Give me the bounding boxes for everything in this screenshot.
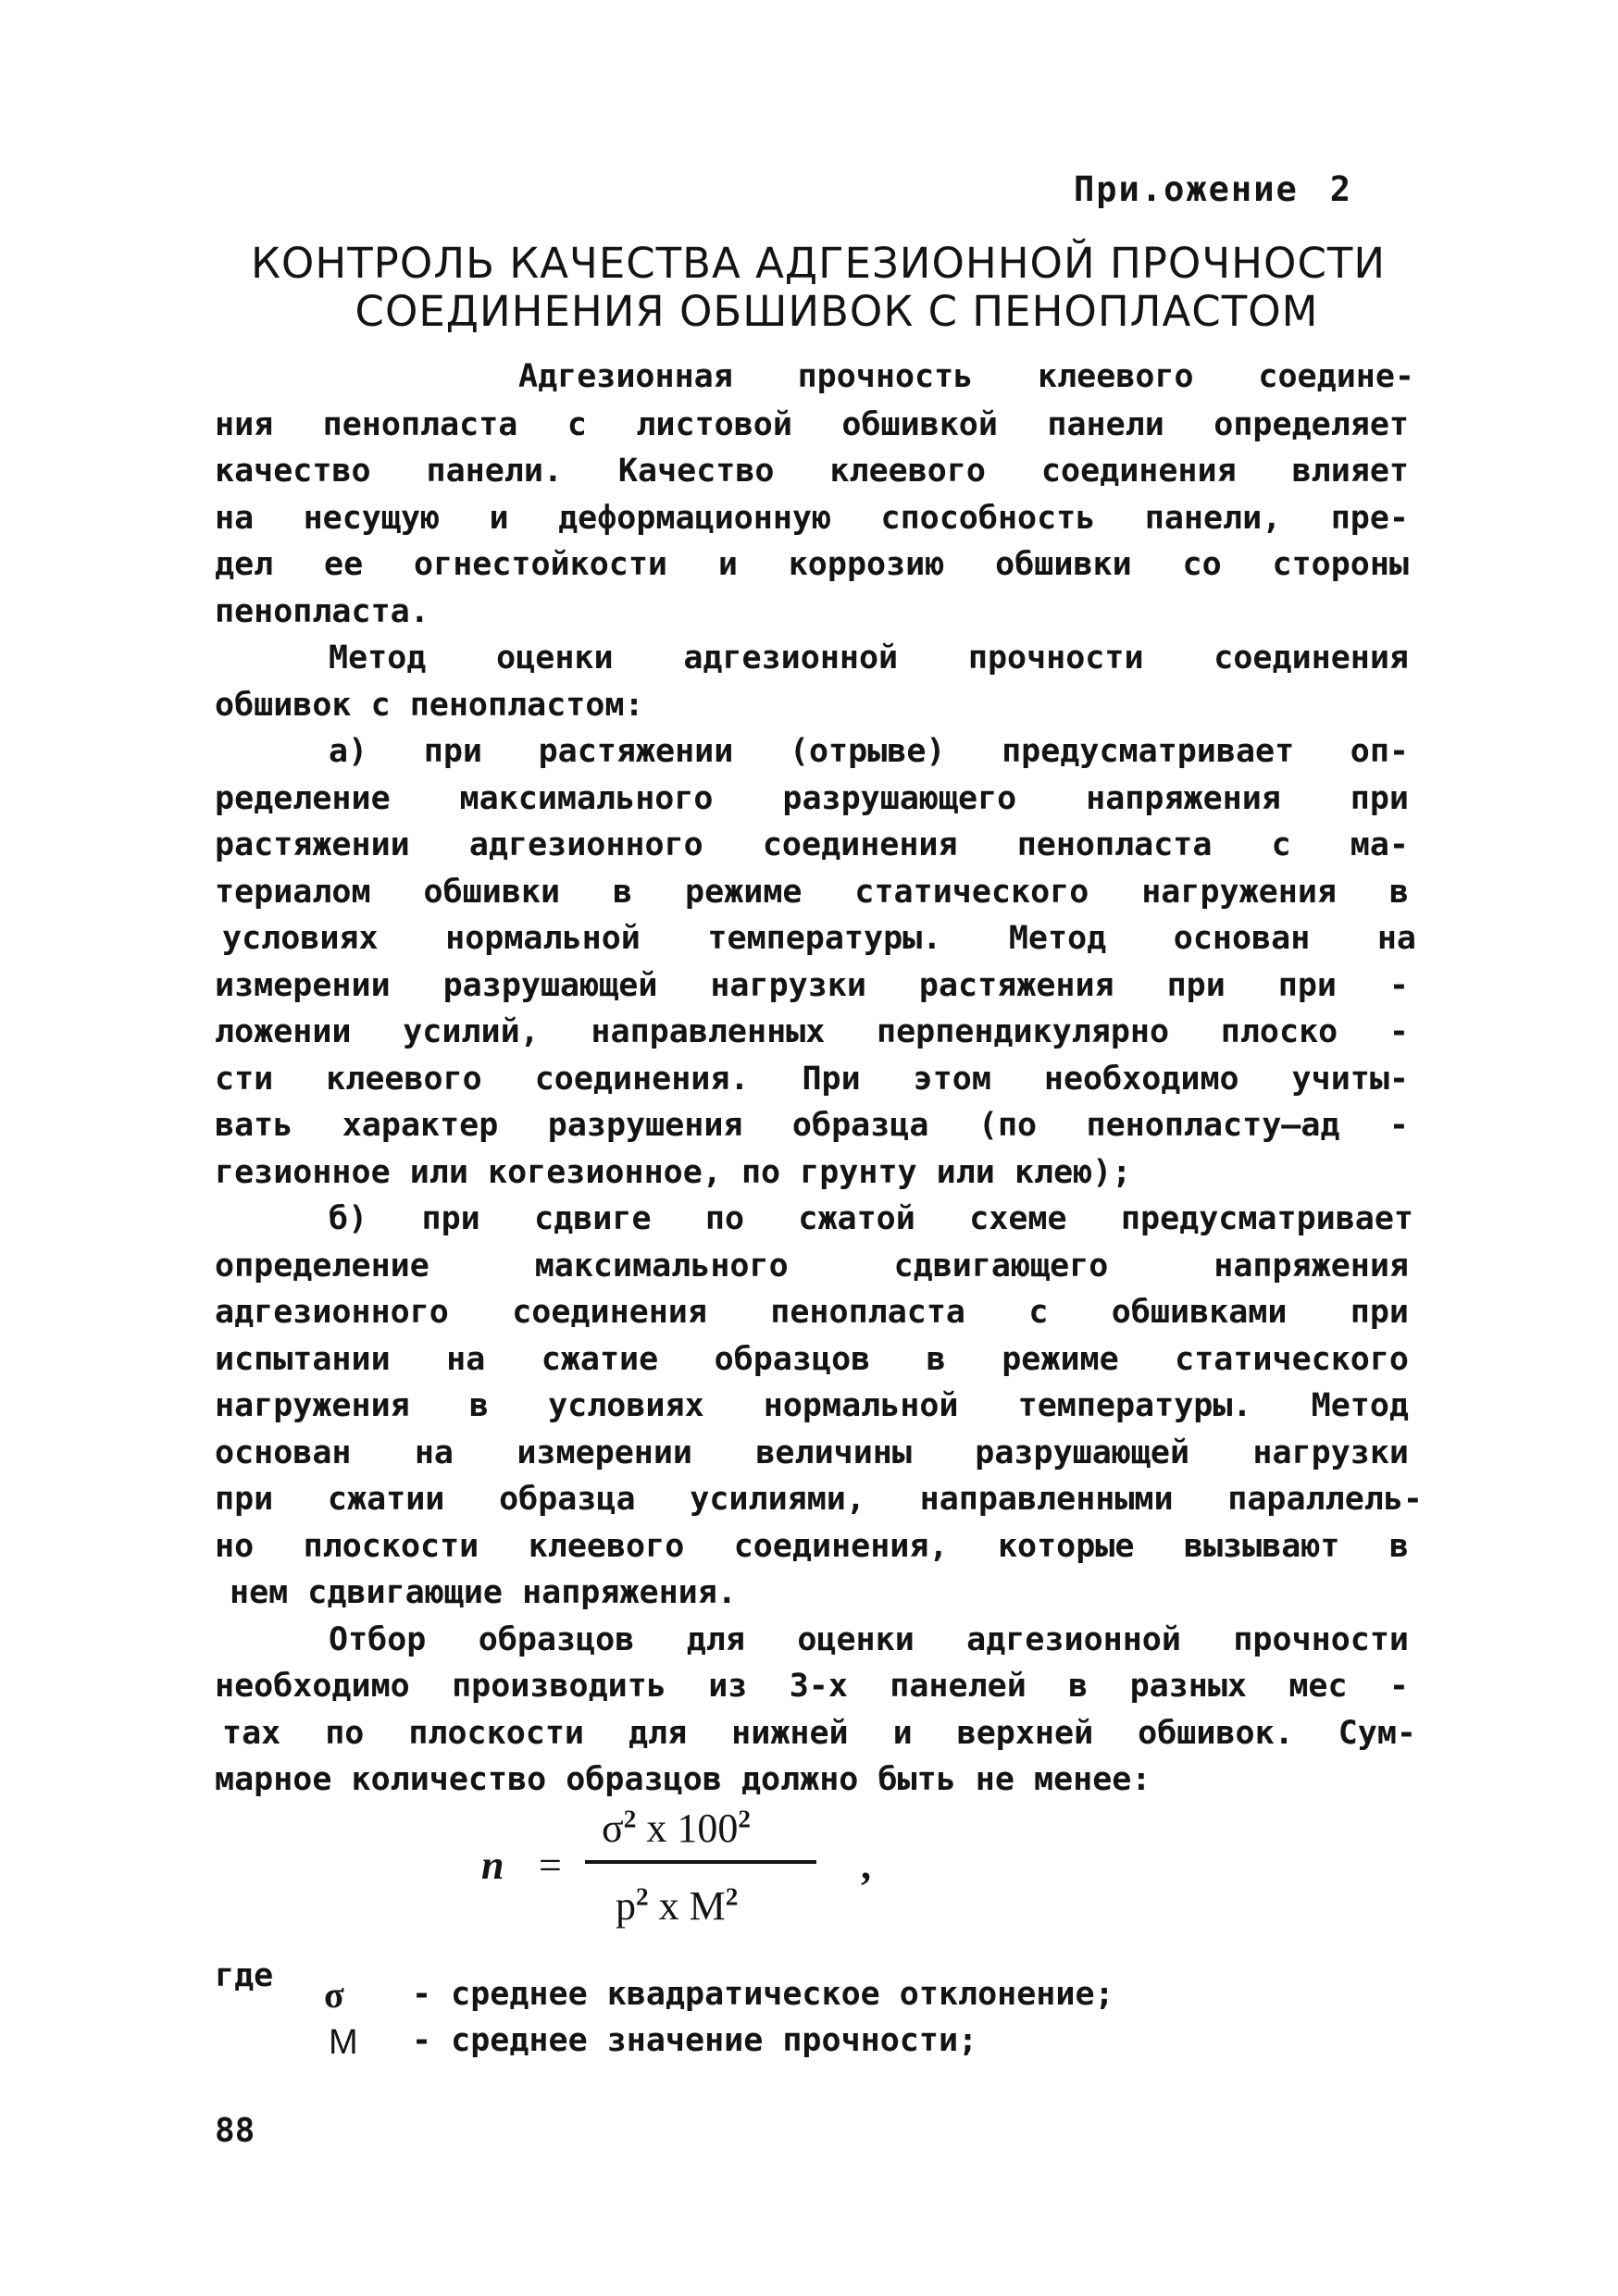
- paragraph-1-line-4: на несущую и деформационную способность панели, пре-: [215, 500, 1409, 537]
- paragraph-3-line-5: условиях нормальной температуры. Метод основан на: [222, 920, 1416, 957]
- denominator-times: x: [658, 1883, 679, 1929]
- paragraph-5-line-3: тах по плоскости для нижней и верхней обшивок. Сум-: [222, 1715, 1416, 1752]
- formula-equals: =: [539, 1843, 562, 1888]
- paragraph-4-line-6: основан на измерении величины разрушающей нагрузки: [215, 1434, 1409, 1471]
- paragraph-4-line-3: адгезионного соединения пенопласта с обшивками при: [215, 1294, 1409, 1331]
- paragraph-3-line-1: а) при растяжении (отрыве) предусматривает оп-: [329, 733, 1409, 770]
- fraction-bar: [585, 1860, 816, 1864]
- definition-1-text: - среднее квадратическое отклонение;: [412, 1976, 1114, 2013]
- paragraph-4-line-8: но плоскости клеевого соединения, которые вызывают в: [215, 1528, 1409, 1565]
- paragraph-5-line-1: Отбор образцов для оценки адгезионной прочности: [329, 1621, 1409, 1658]
- definition-2-text: - среднее значение прочности;: [412, 2022, 978, 2059]
- paragraph-1-line-1: Адгезионная прочность клеевого соедине-: [518, 358, 1414, 395]
- definitions-where-label: где: [215, 1957, 274, 1994]
- paragraph-3-line-10: гезионное или когезионное, по грунту или клею);: [215, 1154, 1132, 1191]
- appendix-label: При.ожение: [1074, 169, 1299, 209]
- paragraph-3-line-7: ложении усилий, направленных перпендикулярно плоско -: [215, 1013, 1409, 1050]
- formula-numerator: [602, 1805, 751, 1852]
- paragraph-4-line-2: определение максимального сдвигающего напряжения: [215, 1247, 1409, 1285]
- paragraph-2-line-2: обшивок с пенопластом:: [215, 687, 644, 724]
- paragraph-2-line-1: Метод оценки адгезионной прочности соединения: [329, 639, 1409, 676]
- paragraph-5-line-4: марное количество образцов должно быть не менее:: [215, 1761, 1151, 1798]
- paragraph-1-line-2: ния пенопласта с листовой обшивкой панели определяет: [215, 406, 1409, 443]
- definition-2-symbol: М: [329, 2023, 358, 2062]
- paragraph-4-line-9: нем сдвигающие напряжения.: [230, 1574, 737, 1611]
- numerator-value-exponent: 2: [738, 1805, 751, 1833]
- paragraph-4-line-1: б) при сдвиге по сжатой схеме предусматривает: [329, 1200, 1413, 1237]
- denominator-p-exponent: 2: [636, 1882, 649, 1911]
- paragraph-3-line-8: сти клеевого соединения. При этом необходимо учиты-: [215, 1061, 1409, 1098]
- paragraph-1-line-3: качество панели. Качество клеевого соединения влияет: [215, 453, 1409, 490]
- paragraph-4-line-5: нагружения в условиях нормальной температуры. Метод: [215, 1387, 1409, 1424]
- paragraph-3-line-3: растяжении адгезионного соединения пенопласта с ма-: [215, 826, 1409, 863]
- paragraph-3-line-2: ределение максимального разрушающего напряжения при: [215, 780, 1409, 817]
- paragraph-4-line-7: при сжатии образца усилиями, направленными параллель-: [215, 1481, 1423, 1518]
- paragraph-4-line-4: испытании на сжатие образцов в режиме статического: [215, 1341, 1409, 1378]
- definition-1-symbol: σ: [324, 1974, 344, 2016]
- denominator-m-exponent: 2: [725, 1882, 739, 1911]
- paragraph-1-line-5: дел ее огнестойкости и коррозию обшивки со стороны: [215, 546, 1409, 583]
- appendix-number: 2: [1329, 169, 1353, 209]
- sigma-symbol: σ: [602, 1806, 624, 1851]
- sigma-exponent: 2: [623, 1805, 637, 1833]
- appendix-heading: [1074, 169, 1352, 209]
- paragraph-5-line-2: необходимо производить из 3-х панелей в разных мес -: [215, 1668, 1409, 1705]
- page-number: 88: [215, 2112, 255, 2150]
- paragraph-1-line-6: пенопласта.: [215, 593, 429, 630]
- denominator-m: M: [689, 1883, 726, 1929]
- formula-comma: ,: [861, 1843, 871, 1888]
- formula-lhs: n: [481, 1843, 504, 1888]
- numerator-times: x: [646, 1806, 667, 1851]
- document-title-line-2: СОЕДИНЕНИЯ ОБШИВОК С ПЕНОПЛАСТОМ: [355, 287, 1319, 336]
- numerator-value: 100: [677, 1806, 739, 1851]
- paragraph-3-line-9: вать характер разрушения образца (по пенопласту—ад -: [215, 1107, 1409, 1144]
- paragraph-3-line-6: измерении разрушающей нагрузки растяжения при при -: [215, 967, 1409, 1004]
- denominator-p: p: [616, 1883, 636, 1929]
- document-title-line-1: КОНТРОЛЬ КАЧЕСТВА АДГЕЗИОННОЙ ПРОЧНОСТИ: [250, 239, 1387, 288]
- formula-denominator: [616, 1882, 738, 1930]
- paragraph-3-line-4: териалом обшивки в режиме статического нагружения в: [215, 874, 1409, 911]
